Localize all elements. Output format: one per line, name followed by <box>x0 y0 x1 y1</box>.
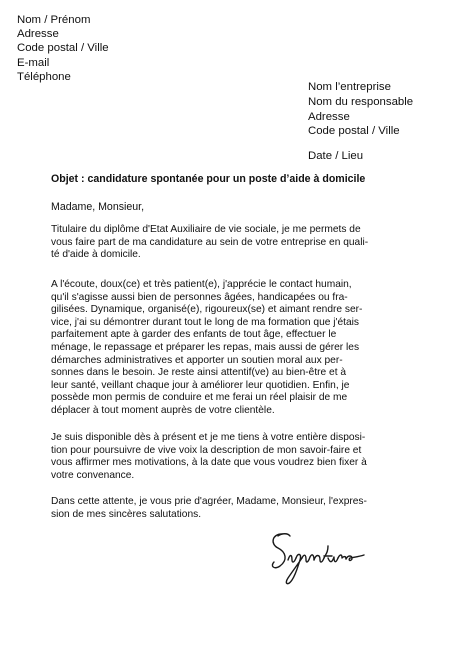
paragraph-line: parfaitement apte à garder des enfants de tout âge, effectuer le <box>51 329 337 341</box>
paragraph-line: tion pour poursuivre de vive voix la description de mon savoir-faire et <box>51 444 362 456</box>
sender-postal-city: Code postal / Ville <box>17 42 109 55</box>
recipient-company: Nom l’entreprise <box>308 81 391 93</box>
paragraph-line: Je suis disponible dès à présent et je me tiens à votre entière disposi- <box>51 432 366 443</box>
paragraph-line: vice, j'ai su démontrer durant tout le long de ma formation que j'étais <box>51 316 359 328</box>
paragraph-qualities <box>51 279 423 418</box>
sender-block <box>17 13 109 84</box>
paragraph-line: vous affirmer mes motivations, à la date que vous voudrez bien fixer à <box>51 457 367 469</box>
recipient-postal-city: Code postal / Ville <box>308 125 400 138</box>
paragraph-closing <box>51 496 423 521</box>
paragraph-line: vous faire part de ma candidature au sein de votre entreprise en quali- <box>51 236 369 248</box>
paragraph-line: A l'écoute, doux(ce) et très patient(e), j'apprécie le contact humain, <box>51 279 352 290</box>
letter-greeting: Madame, Monsieur, <box>51 201 145 213</box>
paragraph-line: sonnes dans le besoin. Je reste ainsi attentif(ve) au bien-être et à <box>51 367 347 379</box>
recipient-manager: Nom du responsable <box>308 95 414 108</box>
signature-image <box>268 530 378 590</box>
paragraph-line: sion de mes sincères salutations. <box>51 508 202 520</box>
paragraph-introduction <box>51 224 423 262</box>
paragraph-line: ménage, le repassage et préparer les repas, mais aussi de gérer les <box>51 341 360 353</box>
recipient-address: Adresse <box>308 110 350 123</box>
paragraph-line: Dans cette attente, je vous prie d'agréer, Madame, Monsieur, l'expres- <box>51 496 367 507</box>
paragraph-line: déplacer à tout moment auprès de votre clientèle. <box>51 404 275 416</box>
paragraph-line: qu'il s'agisse aussi bien de personnes âgées, handicapées ou fra- <box>51 291 348 303</box>
paragraph-line: gilisées. Dynamique, organisé(e), rigoureux(se) et aimant rendre ser- <box>51 304 363 316</box>
sender-name: Nom / Prénom <box>17 14 91 26</box>
sender-phone: Téléphone <box>17 70 71 83</box>
letter-subject: Objet : candidature spontanée pour un poste d’aide à domicile <box>51 173 366 185</box>
paragraph-line: leur santé, veillant chaque jour à améliorer leur quotidien. Enfin, je <box>51 379 350 391</box>
recipient-block <box>308 80 413 139</box>
date-place: Date / Lieu <box>308 150 364 162</box>
paragraph-line: Titulaire du diplôme d'Etat Auxiliaire de vie sociale, je me permets de <box>51 224 361 235</box>
paragraph-line: votre convenance. <box>51 469 135 481</box>
paragraph-line: démarches administratives et apporter un soutien moral aux per- <box>51 354 343 366</box>
sender-address: Adresse <box>17 28 59 41</box>
paragraph-availability <box>51 432 423 482</box>
paragraph-line: té d'aide à domicile. <box>51 249 141 261</box>
paragraph-line: possède mon permis de conduire et me ferai un réel plaisir de me <box>51 392 348 404</box>
sender-email: E-mail <box>17 56 50 69</box>
